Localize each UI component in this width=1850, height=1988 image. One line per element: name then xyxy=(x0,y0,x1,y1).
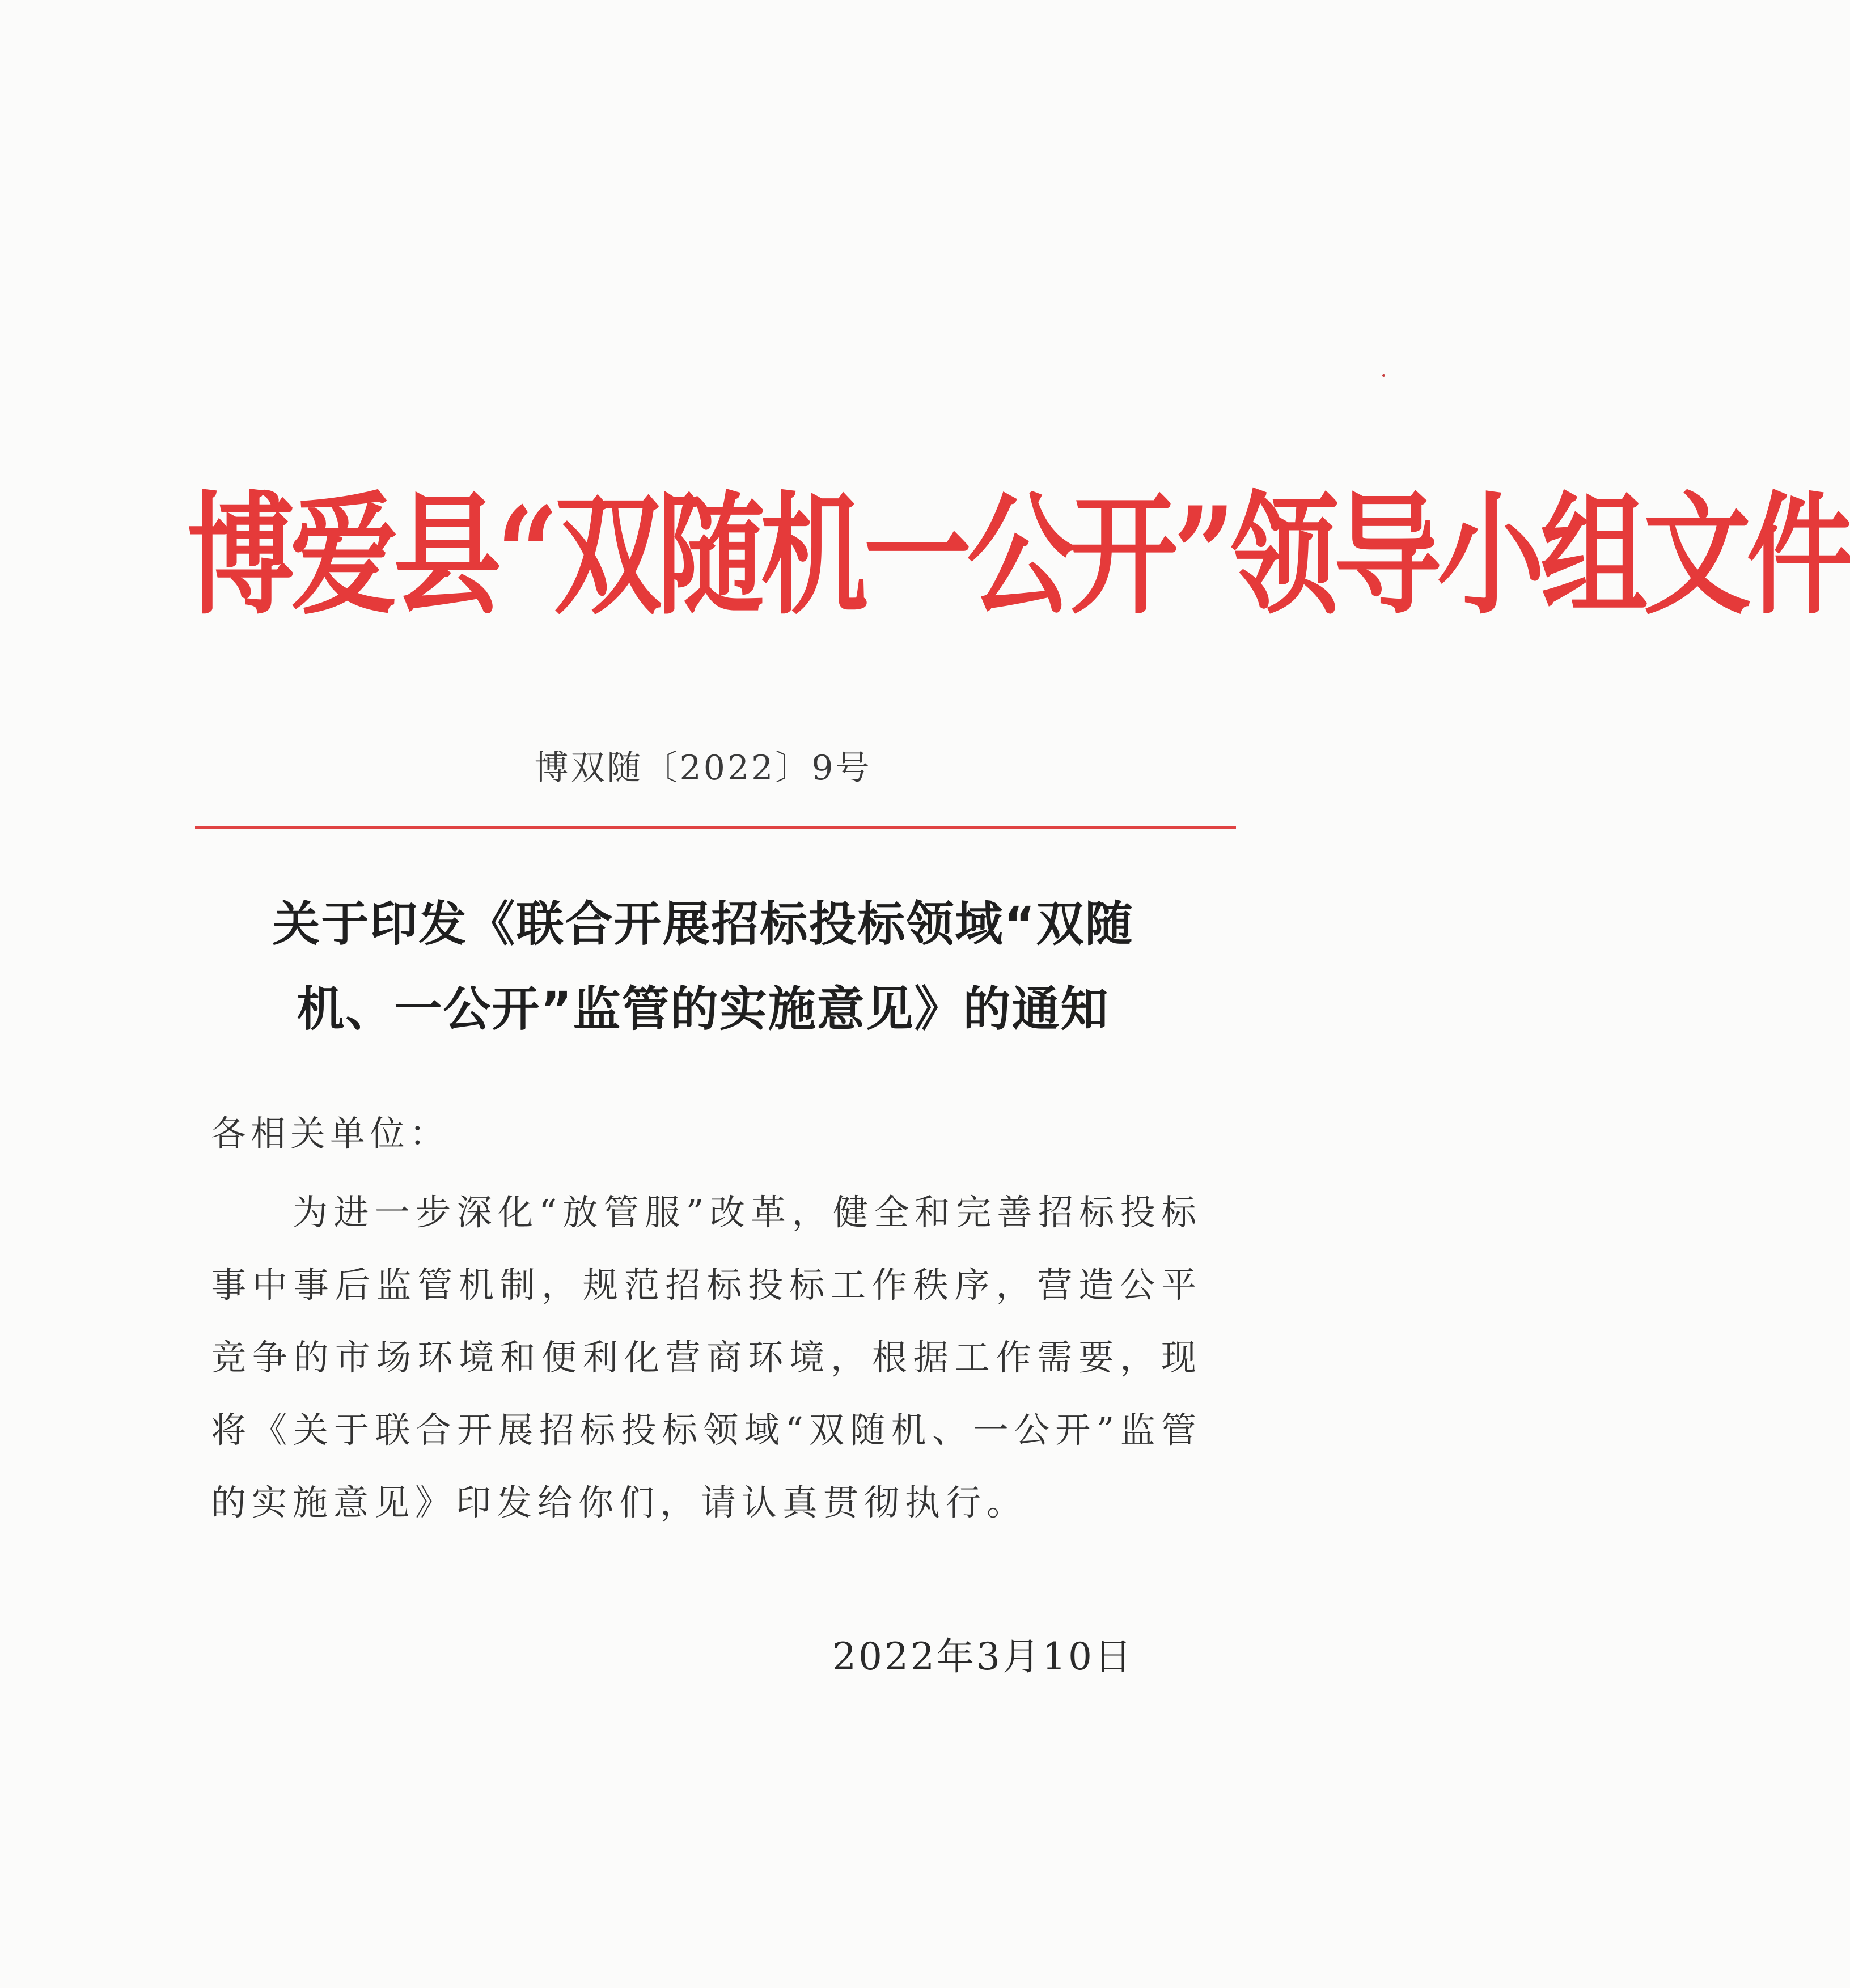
salutation: 各相关单位： xyxy=(211,1113,450,1154)
issuer-header-title: 博爱县“双随机一公开”领导小组文件 xyxy=(187,478,1850,633)
document-number: 博双随〔2022〕9号 xyxy=(534,748,872,788)
red-separator-line xyxy=(195,826,1236,829)
body-text xyxy=(211,1176,1202,1539)
notice-title xyxy=(170,881,1236,1052)
body-paragraph: 为进一步深化“放管服”改革，健全和完善招标投标事中事后监管机制，规范招标投标工作秩序，营造公平竞争的市场环境和便利化营商环境，根据工作需要，现将《关于联合开展招标投标领域“双随机、一公开”监管的实施意见》印发给你们，请认真贯彻执行。 xyxy=(211,1192,1202,1523)
issue-date: 2022年3月10日 xyxy=(832,1635,1134,1678)
scan-speck xyxy=(1382,374,1385,377)
notice-title-line-2: 机、一公开”监管的实施意见》的通知 xyxy=(297,981,1110,1037)
notice-title-line-1: 关于印发《联合开展招标投标领域“双随 xyxy=(272,896,1134,952)
